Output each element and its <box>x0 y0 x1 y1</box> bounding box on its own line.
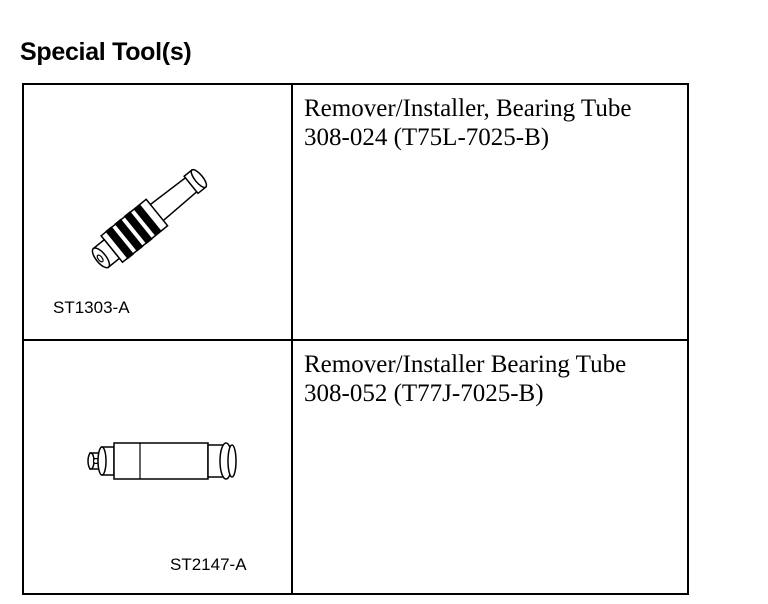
tool-part-number-label: ST1303-A <box>53 298 130 317</box>
tool-description-line: Remover/Installer Bearing Tube <box>304 351 627 378</box>
tool-part-number-label: ST2147-A <box>170 555 247 574</box>
tool-row <box>24 341 687 593</box>
tool-row <box>24 85 687 341</box>
tool-description-cell <box>293 85 687 339</box>
tool-image-cell <box>24 85 293 339</box>
bearing-tube-tool-icon <box>80 138 250 283</box>
tool-part-number: 308-024 (T75L-7025-B) <box>304 124 550 151</box>
special-tools-table <box>22 83 689 595</box>
tool-description-line: Remover/Installer, Bearing Tube <box>304 95 632 122</box>
bearing-tube-tool-icon <box>86 435 246 495</box>
tool-image-cell <box>24 341 293 593</box>
tool-part-number: 308-052 (T77J-7025-B) <box>304 380 544 407</box>
page-title: Special Tool(s) <box>20 38 192 66</box>
tool-description-cell <box>293 341 687 593</box>
